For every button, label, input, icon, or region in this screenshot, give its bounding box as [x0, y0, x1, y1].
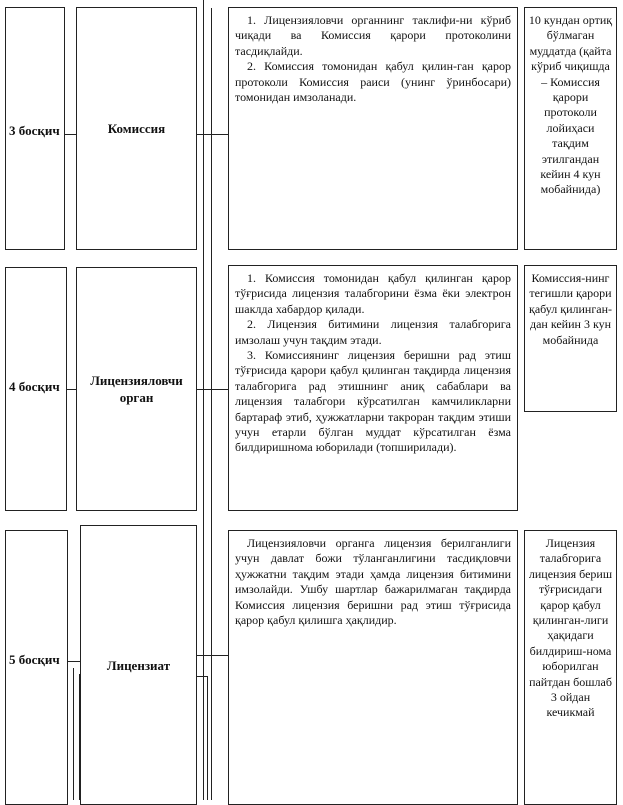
- connector-row4-stage: [66, 389, 76, 390]
- connector-row4: [196, 389, 228, 390]
- stage-box-3: [5, 7, 65, 250]
- connector-bottom-left: [73, 668, 74, 800]
- actor-box-commission: Комиссия: [76, 7, 197, 250]
- description-item: Лицензияловчи органга лицензия берилганлиги учун давлат божи тўланганлигини тасдиқловчи ҳужжатни тақдим этади ҳамда лицензия битимини имзолайди. Ушбу шартлар бажарилмаган тақдирда Комиссия лицензия беришни рад этиш тўғрисида қарор қабул қилишга ҳақлидир.: [235, 536, 511, 628]
- term-box-3: 10 кундан ортиқ бўлмаган муддатда (қайта кўриб чиқишда – Комиссия қарори протоколи лойиҳаси тақдим этилгандан кейин 4 кун мобайнида): [524, 7, 617, 250]
- actor-box-licensing-body: Лицензияловчи орган: [76, 267, 197, 511]
- connector-row5: [196, 655, 228, 656]
- description-box-3: [228, 7, 518, 250]
- connector-row3-stage: [64, 134, 76, 135]
- connector-row3: [196, 134, 228, 135]
- description-item: 3. Комиссиянинг лицензия беришни рад этиш тўғрисида қарори қабул қилинган тақдирда лицензия талабгорига рад этишнинг аниқ сабаблари ва лицензия талабгори кўрсатилган камчиликларни бартараф этиб, ҳужжатларни такроран тақдим этиши учун етарли бўлган муддат кўрсатилган ёзма билдиришнома юборилади (топширилади).: [235, 348, 511, 455]
- description-item: 2. Лицензия битимини лицензия талабгорига имзолаш учун тақдим этади.: [235, 317, 511, 347]
- term-box-4: Комиссия-нинг тегишли қарори қабул қилинган-дан кейин 3 кун мобайнида: [524, 265, 617, 412]
- description-item: 2. Комиссия томонидан қабул қилин-ган қарор протоколи Комиссия раиси (унинг ўринбосари) томонидан имзоланади.: [235, 59, 511, 105]
- actor-box-licensee: Лицензиат: [80, 525, 197, 805]
- term-box-5: Лицензия талабгорига лицензия бериш тўғрисидаги қарор қабул қилинган-лиги ҳақидаги билдириш-нома юборилган пайтдан бошлаб 3 ойдан кечикмай: [524, 530, 617, 805]
- description-item: 1. Лицензияловчи органнинг таклифи-ни кўриб чиқади ва Комиссия қарори протоколини тасдиқлайди.: [235, 13, 511, 58]
- connector-row5-stage: [67, 661, 80, 662]
- stage-label: 5 босқич: [9, 652, 60, 667]
- stage-label: 4 босқич: [9, 379, 60, 394]
- vertical-connector-left: [203, 0, 204, 800]
- connector-bottom-v: [207, 676, 208, 800]
- description-box-5: [228, 530, 518, 805]
- description-box-4: [228, 265, 518, 511]
- description-item: 1. Комиссия томонидан қабул қилинган қарор тўғрисида лицензия талабгорини ёзма ёки электрон шаклда хабардор қилади.: [235, 271, 511, 316]
- stage-label: 3 босқич: [9, 123, 60, 138]
- stage-box-4: [5, 267, 67, 511]
- stage-box-5: [5, 530, 68, 805]
- vertical-connector-right: [211, 8, 212, 800]
